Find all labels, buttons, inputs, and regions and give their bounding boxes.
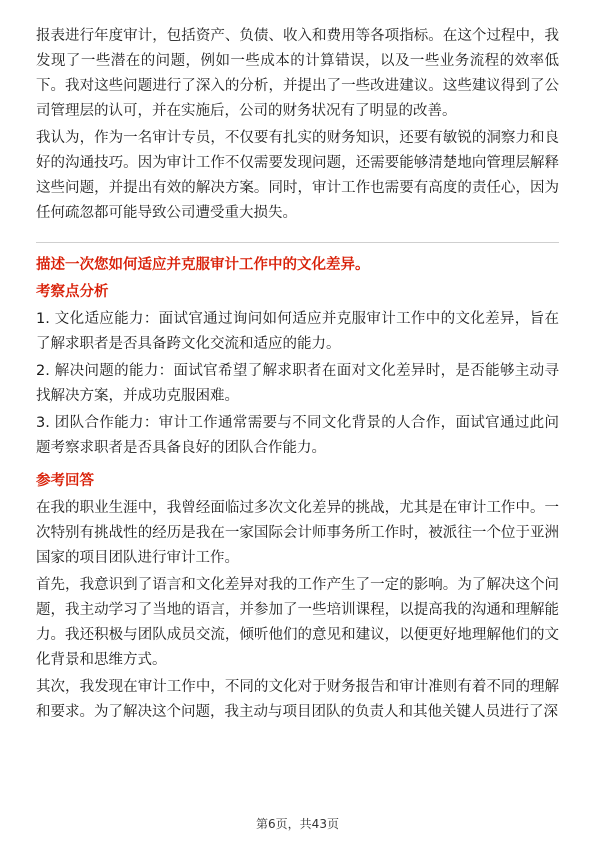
- intro-paragraph: 我认为，作为一名审计专员，不仅要有扎实的财务知识，还要有敏锐的洞察力和良好的沟通技巧。因为审计工作不仅需要发现问题，还需要能够清楚地向管理层解释这些问题，并提出有效的解决方案。同时，审计工作也需要有高度的责任心，因为任何疏忽都可能导致公司遭受重大损失。: [36, 130, 559, 221]
- analysis-title: 考察点分析: [36, 284, 109, 300]
- analysis-point: 3. 团队合作能力：审计工作通常需要与不同文化背景的人合作，面试官通过此问题考察求职者是否具备良好的团队合作能力。: [36, 415, 559, 456]
- intro-paragraph: 报表进行年度审计，包括资产、负债、收入和费用等各项指标。在这个过程中，我发现了一些潜在的问题，例如一些成本的计算错误，以及一些业务流程的效率低下。我对这些问题进行了深入的分析，并提出了一些改进建议。这些建议得到了公司管理层的认可，并在实施后，公司的财务状况有了明显的改善。: [36, 28, 559, 119]
- answer-title: 参考回答: [36, 473, 94, 489]
- section-divider: [36, 242, 559, 243]
- answer-paragraph: 首先，我意识到了语言和文化差异对我的工作产生了一定的影响。为了解决这个问题，我主动学习了当地的语言，并参加了一些培训课程，以提高我的沟通和理解能力。我还积极与团队成员交流，倾听他们的意见和建议，以便更好地理解他们的文化背景和思维方式。: [36, 577, 559, 668]
- answer-paragraph: 其次，我发现在审计工作中，不同的文化对于财务报告和审计准则有着不同的理解和要求。为了解决这个问题，我主动与项目团队的负责人和其他关键人员进行了深: [36, 679, 559, 720]
- analysis-point: 1. 文化适应能力：面试官通过询问如何适应并克服审计工作中的文化差异，旨在了解求职者是否具备跨文化交流和适应的能力。: [36, 311, 559, 352]
- question-heading: 描述一次您如何适应并克服审计工作中的文化差异。: [36, 257, 370, 273]
- document-page: [36, 24, 559, 727]
- page-number: 第6页，共43页: [256, 817, 339, 831]
- analysis-point: 2. 解决问题的能力：面试官希望了解求职者在面对文化差异时，是否能够主动寻找解决方案，并成功克服困难。: [36, 363, 559, 404]
- answer-paragraph: 在我的职业生涯中，我曾经面临过多次文化差异的挑战，尤其是在审计工作中。一次特别有挑战性的经历是我在一家国际会计师事务所工作时，被派往一个位于亚洲国家的项目团队进行审计工作。: [36, 500, 559, 566]
